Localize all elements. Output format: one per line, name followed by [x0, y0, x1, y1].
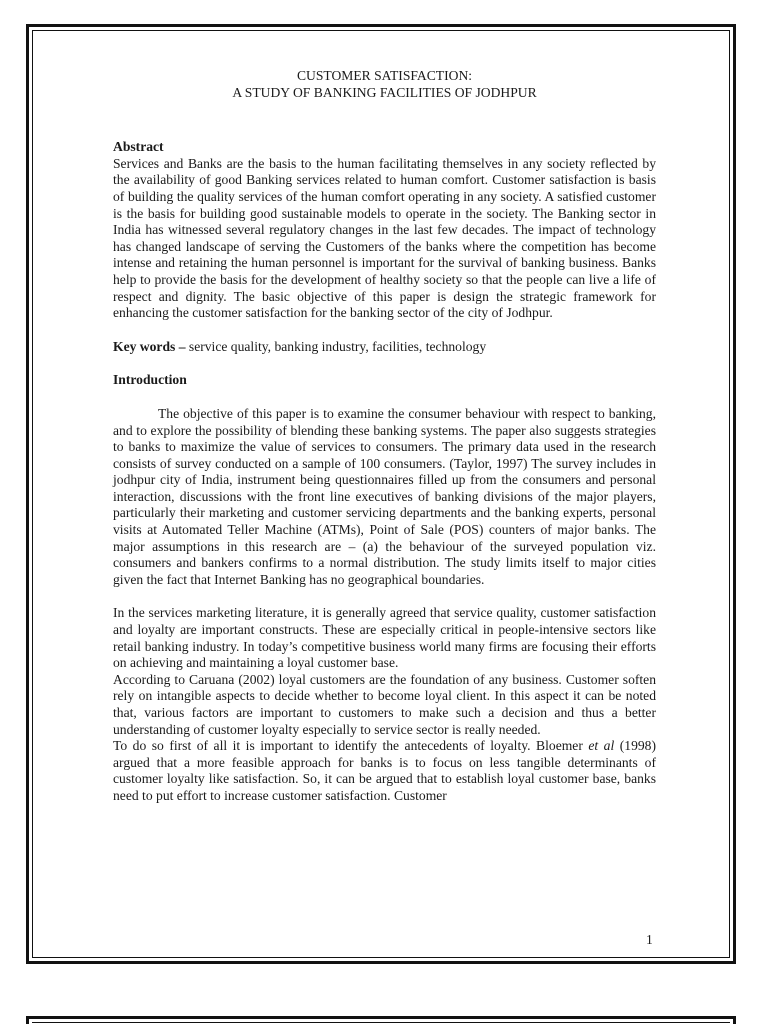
keywords-label: Key words –: [113, 338, 186, 354]
document-title-line2: A STUDY OF BANKING FACILITIES OF JODHPUR: [232, 84, 537, 100]
title-spacer: [113, 101, 656, 139]
intro-paragraph-4-start: To do so first of all it is important to identify the antecedents of loyalty. Bloemer: [113, 738, 589, 754]
keywords-text: service quality, banking industry, facilities, technology: [185, 338, 487, 354]
intro-paragraph-4-end: (1998) argued that a more feasible approach for banks is to focus on less tangible determinants of customer loyalty like satisfaction. So, it can be argued that to establish loyal customer base, banks need to put effort to increase customer satisfaction. Customer: [113, 738, 656, 803]
document-body: [113, 68, 656, 805]
intro-paragraph-4: [113, 738, 656, 804]
intro-paragraph-4-italic: et al: [588, 738, 615, 754]
document-title-line1: CUSTOMER SATISFACTION:: [296, 68, 473, 83]
next-page-border: [26, 1016, 736, 1024]
spacer: [113, 588, 656, 605]
spacer: [113, 322, 656, 339]
page-number: 1: [646, 932, 653, 947]
introduction-heading: Introduction: [113, 372, 187, 388]
next-page-border-inner: [32, 1022, 730, 1023]
abstract-text: Services and Banks are the basis to the human facilitating themselves in any society reflected by the availability of good Banking services related to human comfort. Customer satisfaction is basis of building the quality services of the human comfort operating in any society. A satisfied customer is the basis for building good sustainable models to operate in the society. The Banking sector in India has witnessed several regulatory changes in the last few decades. The impact of technology has changed landscape of serving the Customers of the banks where the competition has become intense and retaining the human personnel is important for the survival of banking business. Banks help to provide the basis for the development of healthy society so that the people can live a life of respect and dignity. The basic objective of this paper is design the strategic framework for enhancing the customer satisfaction for the banking sector of the city of Jodhpur.: [113, 155, 656, 321]
spacer: [113, 389, 656, 406]
intro-paragraph-3: According to Caruana (2002) loyal customers are the foundation of any business. Customer soften rely on intangible aspects to decide whether to become loyal client. In this aspect it can be noted that, various factors are important to customers to make such a decision and thus a better understanding of customer loyalty especially to service sector is really needed.: [113, 671, 656, 737]
intro-paragraph-1: The objective of this paper is to examine the consumer behaviour with respect to banking, and to explore the possibility of blending these banking systems. The paper also suggests strategies to banks to maximize the value of services to consumers. The primary data used in the research consists of survey conducted on a sample of 100 consumers. (Taylor, 1997) The survey includes in jodhpur city of India, instrument being questionnaires filled up from the consumers and personal interaction, discussions with the front line executives of banking divisions of the major players, particularly their marketing and customer servicing departments and the banking experts, personal visits at Automated Teller Machine (ATMs), Point of Sale (POS) counters of major banks. The major assumptions in this research are – (a) the behaviour of the surveyed population viz. consumers and bankers confirms to a normal distribution. The study limits itself to major cities given the fact that Internet Banking has no geographical boundaries.: [113, 405, 656, 587]
keywords-line: [113, 339, 656, 356]
abstract-heading: Abstract: [113, 139, 164, 155]
spacer: [113, 355, 656, 372]
intro-paragraph-2: In the services marketing literature, it is generally agreed that service quality, customer satisfaction and loyalty are important constructs. These are especially critical in people-intensive sectors like retail banking industry. In today’s competitive business world many firms are focusing their efforts on achieving and maintaining a loyal customer base.: [113, 605, 656, 671]
